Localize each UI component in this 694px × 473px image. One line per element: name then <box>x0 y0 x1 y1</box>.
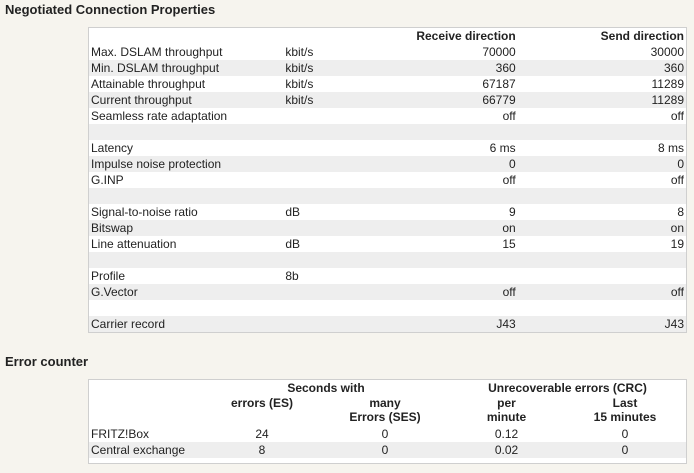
property-unit: kbit/s <box>285 45 314 59</box>
property-receive-value <box>341 252 517 268</box>
property-label <box>89 188 283 204</box>
property-receive-value <box>341 300 517 316</box>
errors-ses-value: 0 <box>321 442 449 458</box>
property-receive-value: 66779 <box>341 92 517 108</box>
property-row <box>89 140 686 156</box>
err-header-blank <box>89 380 203 396</box>
property-send-value: J43 <box>518 316 686 332</box>
property-unit: dB <box>285 237 300 251</box>
property-row <box>89 60 686 76</box>
property-unit <box>283 172 341 188</box>
property-row <box>89 252 686 268</box>
property-row <box>89 44 686 60</box>
property-receive-value <box>341 188 517 204</box>
error-source-label: FRITZ!Box <box>91 427 150 441</box>
error-counter-panel <box>88 379 687 464</box>
property-unit: dB <box>285 205 300 219</box>
property-send-value: 360 <box>518 60 686 76</box>
property-row <box>89 284 686 300</box>
header-send-direction: Send direction <box>600 29 684 43</box>
property-row <box>89 156 686 172</box>
property-send-value: 11289 <box>651 77 684 91</box>
property-send-value: 8 <box>677 205 684 219</box>
header-unrecoverable-errors: Unrecoverable errors (CRC) <box>488 381 647 395</box>
error-row <box>89 426 686 442</box>
property-send-value: 19 <box>670 237 684 251</box>
property-receive-value: 70000 <box>482 45 516 59</box>
property-send-value: 0 <box>518 156 686 172</box>
property-receive-value: off <box>502 109 516 123</box>
property-receive-value: 9 <box>509 205 516 219</box>
property-row <box>89 268 686 284</box>
property-label: Carrier record <box>89 316 283 332</box>
property-row <box>89 124 686 140</box>
property-unit: kbit/s <box>283 60 341 76</box>
property-label <box>89 124 283 140</box>
header-many-errors-ses: many Errors (SES) <box>349 396 421 424</box>
property-label: Attainable throughput <box>91 77 206 91</box>
property-send-value <box>518 252 686 268</box>
property-row <box>89 300 686 316</box>
property-label: Max. DSLAM throughput <box>91 45 223 59</box>
negotiated-properties-body <box>89 44 686 332</box>
err-header-blank-2 <box>89 396 203 426</box>
property-label: Signal-to-noise ratio <box>91 205 198 219</box>
property-row <box>89 92 686 108</box>
property-receive-value: J43 <box>341 316 517 332</box>
header-blank <box>89 28 283 44</box>
errors-es-value: 24 <box>255 427 269 441</box>
property-unit: kbit/s <box>283 92 341 108</box>
property-row <box>89 108 686 124</box>
property-unit <box>283 220 341 236</box>
crc-last-15-value: 0 <box>564 442 686 458</box>
negotiated-properties-table <box>89 28 686 332</box>
property-label: Profile <box>91 269 126 283</box>
property-send-value: 11289 <box>518 92 686 108</box>
error-row <box>89 442 686 458</box>
property-send-value: 8 ms <box>657 141 684 155</box>
property-label: Seamless rate adaptation <box>91 109 228 123</box>
header-last-15-minutes: Last 15 minutes <box>593 396 657 424</box>
property-send-value: off <box>670 109 684 123</box>
property-label: Impulse noise protection <box>89 156 283 172</box>
errors-es-value: 8 <box>203 442 321 458</box>
property-unit <box>283 188 341 204</box>
property-unit: kbit/s <box>285 77 314 91</box>
negotiated-properties-panel <box>88 27 687 333</box>
property-send-value <box>518 124 686 140</box>
property-receive-value <box>341 268 517 284</box>
property-receive-value: 360 <box>341 60 517 76</box>
property-unit <box>283 124 341 140</box>
header-seconds-with: Seconds with <box>287 381 365 395</box>
property-receive-value <box>341 124 517 140</box>
property-label: Bitswap <box>89 220 283 236</box>
property-receive-value: on <box>341 220 517 236</box>
property-unit: 8b <box>285 269 299 283</box>
property-unit <box>283 156 341 172</box>
property-row <box>89 172 686 188</box>
property-unit <box>283 140 341 156</box>
property-send-value <box>518 268 686 284</box>
property-label: Min. DSLAM throughput <box>89 60 283 76</box>
property-receive-value: 6 ms <box>489 141 516 155</box>
property-send-value: 30000 <box>650 45 684 59</box>
property-label: G.INP <box>91 173 124 187</box>
header-per-minute: per minute <box>486 396 527 424</box>
property-unit <box>283 108 341 124</box>
property-send-value <box>518 300 686 316</box>
header-unit-blank <box>283 28 341 44</box>
property-label <box>89 252 283 268</box>
property-row <box>89 236 686 252</box>
property-row <box>89 220 686 236</box>
crc-per-minute-value: 0.02 <box>449 442 564 458</box>
error-counter-body <box>89 426 686 458</box>
header-receive-direction: Receive direction <box>416 29 516 43</box>
property-row <box>89 204 686 220</box>
crc-last-15-value: 0 <box>621 427 629 441</box>
error-counter-table <box>89 380 686 458</box>
property-send-value: on <box>518 220 686 236</box>
property-receive-value: 67187 <box>482 77 516 91</box>
errors-ses-value: 0 <box>381 427 389 441</box>
property-unit <box>283 316 341 332</box>
error-counter-title: Error counter <box>5 354 89 369</box>
property-label <box>89 300 283 316</box>
property-row <box>89 316 686 332</box>
property-send-value <box>518 188 686 204</box>
property-receive-value: 15 <box>502 237 516 251</box>
property-label: G.Vector <box>89 284 283 300</box>
property-send-value: off <box>518 284 686 300</box>
property-unit <box>283 284 341 300</box>
crc-per-minute-value: 0.12 <box>494 427 519 441</box>
property-label: Current throughput <box>89 92 283 108</box>
error-source-label: Central exchange <box>89 442 203 458</box>
property-send-value: off <box>670 173 684 187</box>
property-label: Latency <box>91 141 134 155</box>
negotiated-title: Negotiated Connection Properties <box>5 2 216 17</box>
property-receive-value: off <box>502 173 516 187</box>
header-errors-es: errors (ES) <box>230 396 294 410</box>
property-label: Line attenuation <box>91 237 177 251</box>
property-receive-value: 0 <box>341 156 517 172</box>
property-row <box>89 76 686 92</box>
property-row <box>89 188 686 204</box>
property-receive-value: off <box>341 284 517 300</box>
property-unit <box>283 300 341 316</box>
property-unit <box>283 252 341 268</box>
